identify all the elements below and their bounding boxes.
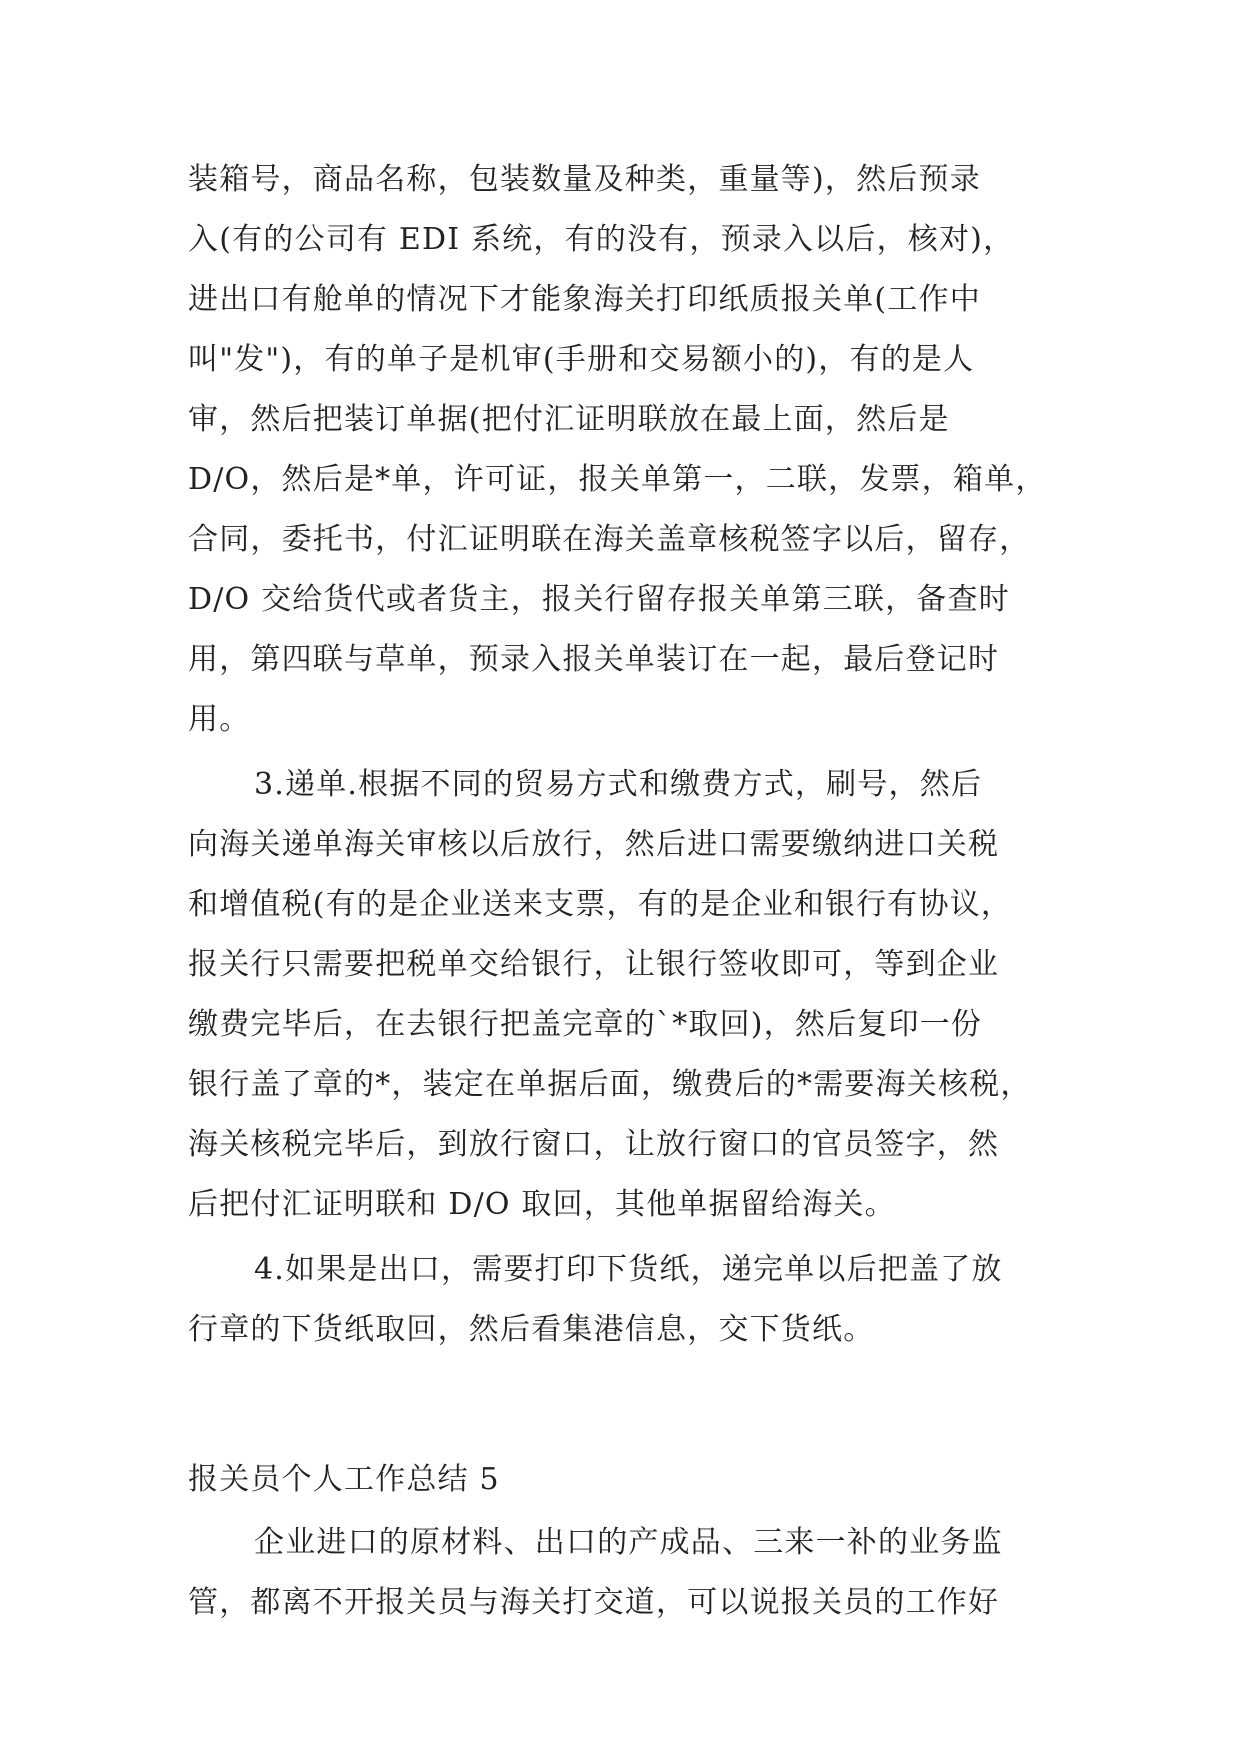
paragraph-first-line: 3.递单.根据不同的贸易方式和缴费方式，刷号，然后 [254, 767, 983, 802]
paragraph-first-line: 企业进口的原材料、出口的产成品、三来一补的业务监 [254, 1525, 1003, 1560]
text-line: 审，然后把装订单据(把付汇证明联放在最上面，然后是 [188, 402, 950, 437]
text-line: 用。 [188, 702, 251, 737]
text-line: 叫"发")，有的单子是机审(手册和交易额小的)，有的是人 [188, 342, 975, 377]
text-line: 银行盖了章的*，装定在单据后面，缴费后的*需要海关核税， [188, 1067, 1032, 1102]
text-line: 报关行只需要把税单交给银行，让银行签收即可，等到企业 [188, 947, 1000, 982]
section-heading: 报关员个人工作总结 5 [188, 1462, 500, 1497]
text-line: 向海关递单海关审核以后放行，然后进口需要缴纳进口关税 [188, 827, 1000, 862]
text-line: 进出口有舱单的情况下才能象海关打印纸质报关单(工作中 [188, 282, 981, 317]
text-line: 入(有的公司有 EDI 系统，有的没有，预录入以后，核对)， [188, 222, 1015, 257]
text-line: D/O，然后是*单，许可证，报关单第一，二联，发票，箱单， [188, 462, 1047, 497]
text-line: 海关核税完毕后，到放行窗口，让放行窗口的官员签字，然 [188, 1127, 1000, 1162]
text-line: D/O 交给货代或者货主，报关行留存报关单第三联，备查时 [188, 582, 1010, 617]
text-line: 缴费完毕后，在去银行把盖完章的`*取回)，然后复印一份 [188, 1007, 983, 1042]
paragraph-first-line: 4.如果是出口，需要打印下货纸，递完单以后把盖了放 [254, 1252, 1003, 1287]
text-line: 后把付汇证明联和 D/O 取回，其他单据留给海关。 [188, 1187, 896, 1222]
text-line: 管，都离不开报关员与海关打交道，可以说报关员的工作好 [188, 1585, 1000, 1620]
text-line: 装箱号，商品名称，包装数量及种类，重量等)，然后预录 [188, 162, 981, 197]
text-line: 用，第四联与草单，预录入报关单装订在一起，最后登记时 [188, 642, 1000, 677]
text-line: 行章的下货纸取回，然后看集港信息，交下货纸。 [188, 1312, 875, 1347]
text-line: 和增值税(有的是企业送来支票，有的是企业和银行有协议， [188, 887, 1013, 922]
text-line: 合同，委托书，付汇证明联在海关盖章核税签字以后，留存， [188, 522, 1031, 557]
